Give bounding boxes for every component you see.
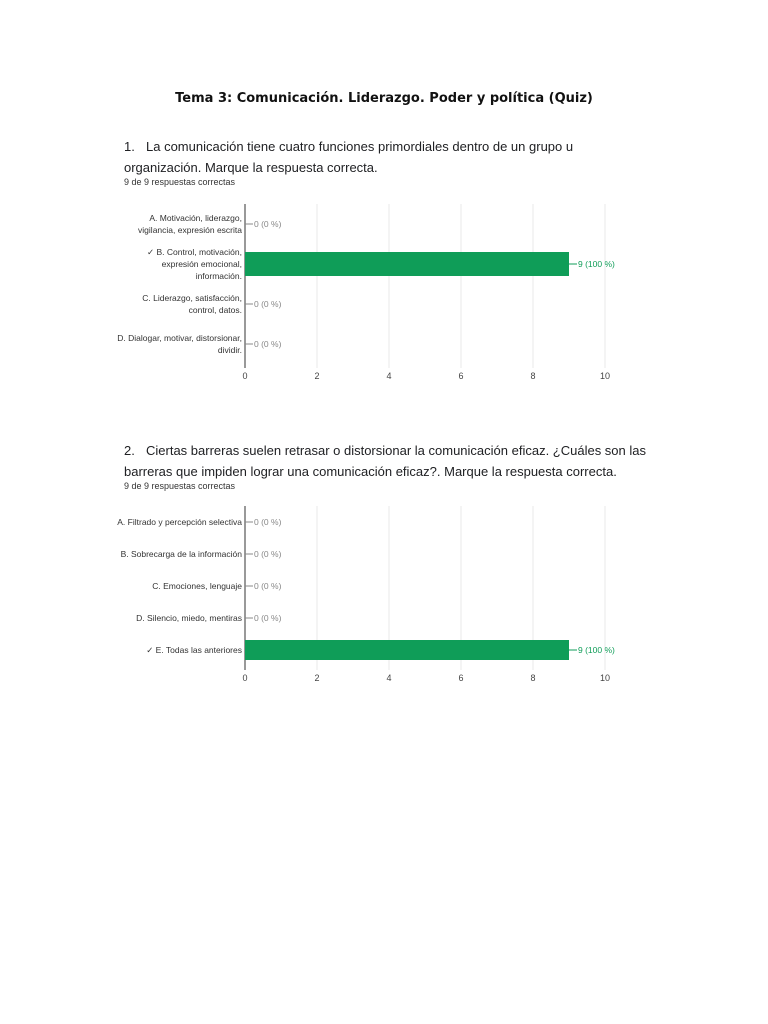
question-text: La comunicación tiene cuatro funciones primordiales dentro de un grupo u organización. Marque la respuesta correcta. <box>124 139 574 175</box>
x-tick-label: 2 <box>314 371 320 381</box>
question-card-1 <box>108 128 653 403</box>
value-label: 9 (100 %) <box>578 645 615 655</box>
value-label: 0 (0 %) <box>254 339 282 349</box>
category-label: C. Emociones, lenguaje <box>152 581 242 591</box>
bar <box>245 640 569 660</box>
x-tick-label: 10 <box>599 673 611 683</box>
value-label: 9 (100 %) <box>578 259 615 269</box>
x-tick-label: 8 <box>530 673 536 683</box>
response-summary: 9 de 9 respuestas correctas <box>124 481 236 491</box>
x-tick-label: 4 <box>386 371 392 381</box>
category-label: D. Dialogar, motivar, distorsionar, dividir. <box>117 333 242 355</box>
question-text: Ciertas barreras suelen retrasar o distorsionar la comunicación eficaz. ¿Cuáles son las barreras que impiden lograr una comunicación eficaz?. Marque la respuesta correcta. <box>124 443 646 479</box>
question-number: 2. <box>124 443 135 458</box>
category-label: A. Filtrado y percepción selectiva <box>117 517 242 527</box>
category-label: ✓ B. Control, motivación, expresión emocional, información. <box>147 247 242 281</box>
value-label: 0 (0 %) <box>254 549 282 559</box>
x-tick-label: 0 <box>242 371 248 381</box>
value-label: 0 (0 %) <box>254 219 282 229</box>
document-title: Tema 3: Comunicación. Liderazgo. Poder y política (Quiz) <box>175 91 593 106</box>
results-bar-chart <box>108 498 653 698</box>
x-tick-label: 0 <box>242 673 248 683</box>
response-summary: 9 de 9 respuestas correctas <box>124 177 236 187</box>
x-tick-label: 2 <box>314 673 320 683</box>
question-number: 1. <box>124 139 135 154</box>
category-label: D. Silencio, miedo, mentiras <box>136 613 242 623</box>
category-label: C. Liderazgo, satisfacción, control, datos. <box>142 293 242 315</box>
value-label: 0 (0 %) <box>254 299 282 309</box>
category-label: ✓ E. Todas las anteriores <box>146 645 242 655</box>
value-label: 0 (0 %) <box>254 581 282 591</box>
category-label: B. Sobrecarga de la información <box>120 549 242 559</box>
value-label: 0 (0 %) <box>254 613 282 623</box>
bar <box>245 252 569 276</box>
x-tick-label: 10 <box>599 371 611 381</box>
category-label: A. Motivación, liderazgo, vigilancia, expresión escrita <box>138 213 242 235</box>
x-tick-label: 6 <box>458 673 464 683</box>
question-title <box>124 136 649 178</box>
question-card-2 <box>108 432 653 712</box>
x-tick-label: 8 <box>530 371 536 381</box>
results-bar-chart <box>108 194 653 394</box>
question-title <box>124 440 649 482</box>
x-tick-label: 4 <box>386 673 392 683</box>
value-label: 0 (0 %) <box>254 517 282 527</box>
x-tick-label: 6 <box>458 371 464 381</box>
